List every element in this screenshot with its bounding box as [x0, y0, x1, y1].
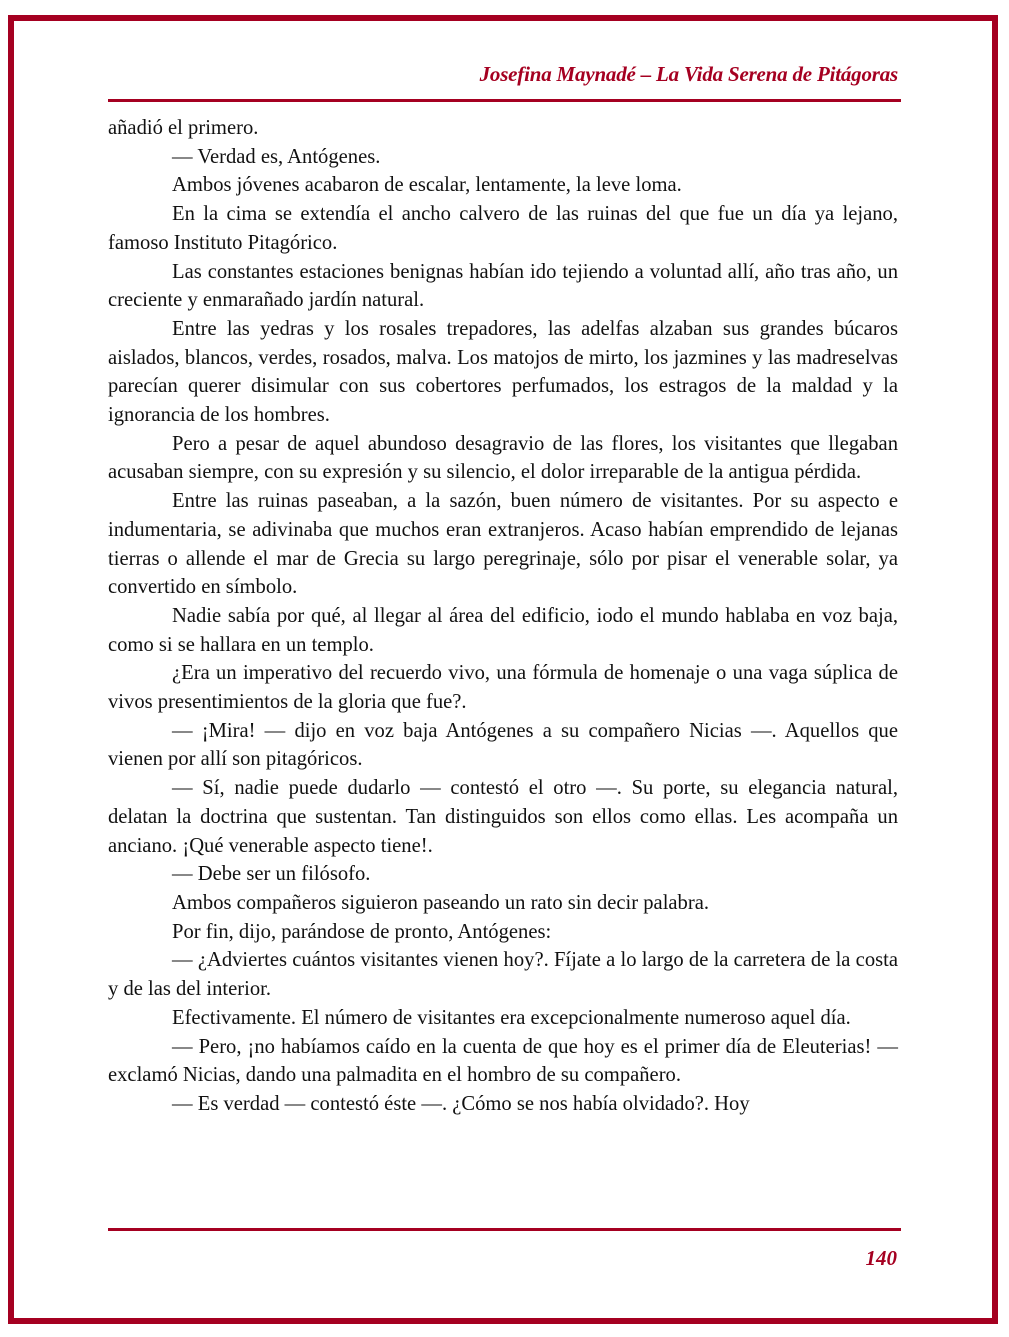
paragraph: — Es verdad — contestó éste —. ¿Cómo se nos había olvidado?. Hoy [172, 1092, 750, 1115]
paragraph: — Debe ser un filósofo. [172, 863, 371, 886]
paragraph: — ¿Adviertes cuántos visitantes vienen hoy?. Fíjate a lo largo de la carretera de la costa y de las del interior. [108, 949, 898, 1001]
paragraph: Entre las ruinas paseaban, a la sazón, buen número de visitantes. Por su aspecto e indumentaria, se adivinaba que muchos eran extranjeros. Acaso habían emprendido de lejanas tierras o allende el mar de Grecia su largo peregrinaje, sólo por pisar el venerable solar, ya convertido en símbolo. [108, 490, 898, 599]
paragraph: Efectivamente. El número de visitantes era excepcionalmente numeroso aquel día. [172, 1006, 851, 1029]
paragraph: añadió el primero. [108, 117, 259, 139]
paragraph: Las constantes estaciones benignas habían ido tejiendo a voluntad allí, año tras año, un creciente y enmarañado jardín natural. [108, 260, 898, 312]
paragraph: — Verdad es, Antógenes. [172, 145, 381, 168]
paragraph: En la cima se extendía el ancho calvero de las ruinas del que fue un día ya lejano, famoso Instituto Pitagórico. [108, 203, 898, 254]
body-text [108, 114, 898, 1119]
header-rule [108, 99, 901, 102]
running-header: Josefina Maynadé – La Vida Serena de Pitágoras [479, 62, 898, 86]
footer-rule [108, 1228, 901, 1231]
paragraph: — ¡Mira! — dijo en voz baja Antógenes a su compañero Nicias —. Aquellos que vienen por allí son pitagóricos. [108, 719, 898, 771]
paragraph: Nadie sabía por qué, al llegar al área del edificio, iodo el mundo hablaba en voz baja, como si se hallara en un templo. [108, 604, 898, 656]
paragraph: Ambos compañeros siguieron paseando un rato sin decir palabra. [172, 891, 709, 914]
paragraph: ¿Era un imperativo del recuerdo vivo, una fórmula de homenaje o una vaga súplica de vivos presentimientos de la gloria que fue?. [108, 662, 898, 714]
page-number: 140 [865, 1246, 897, 1270]
paragraph: — Pero, ¡no habíamos caído en la cuenta de que hoy es el primer día de Eleuterias! — exclamó Nicias, dando una palmadita en el hombro de su compañero. [108, 1035, 898, 1087]
paragraph: Por fin, dijo, parándose de pronto, Antógenes: [172, 920, 552, 943]
paragraph: Pero a pesar de aquel abundoso desagravio de las flores, los visitantes que llegaban acusaban siempre, con su expresión y su silencio, el dolor irreparable de la antigua pérdida. [108, 432, 898, 484]
paragraph: Entre las yedras y los rosales trepadores, las adelfas alzaban sus grandes búcaros aislados, blancos, verdes, rosados, malva. Los matojos de mirto, los jazmines y las madreselvas parecían querer disimular con sus cobertores perfumados, los estragos de la maldad y la ignorancia de los hombres. [108, 317, 898, 427]
paragraph: Ambos jóvenes acabaron de escalar, lentamente, la leve loma. [172, 174, 682, 197]
paragraph: — Sí, nadie puede dudarlo — contestó el otro —. Su porte, su elegancia natural, delatan la doctrina que sustentan. Tan distinguidos son ellos como ellas. Les acompaña un anciano. ¡Qué venerable aspecto tiene!. [108, 777, 898, 857]
